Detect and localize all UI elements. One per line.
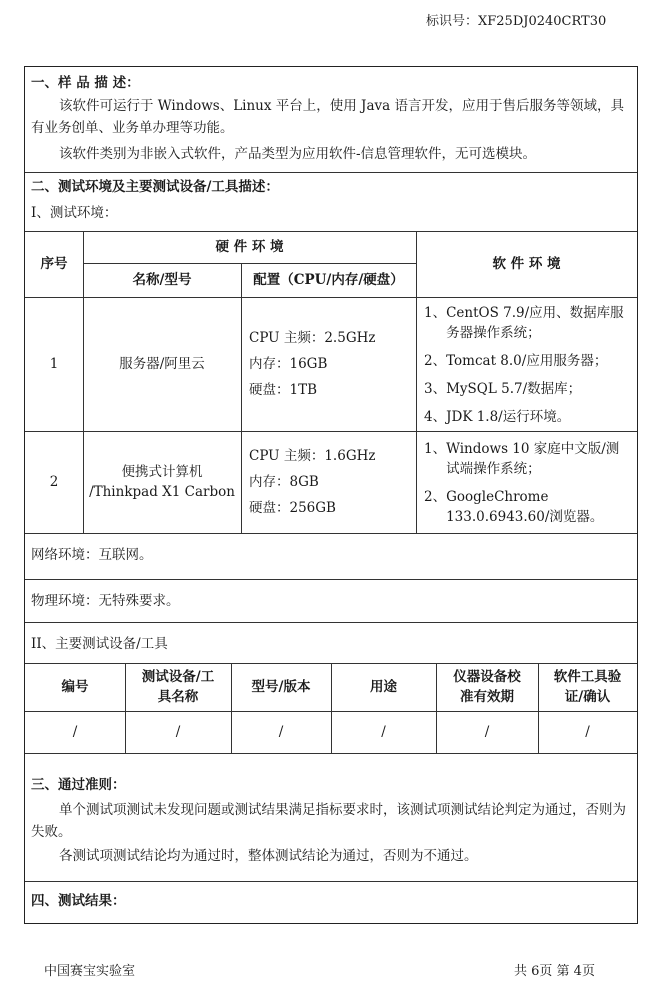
- table2-cell: /: [175, 724, 181, 740]
- col-model-header: 型号/版本: [251, 679, 311, 695]
- row2-config-memory: 内存：8GB: [249, 474, 319, 490]
- table2-cell: /: [278, 724, 284, 740]
- footer-lab-name: 中国赛宝实验室: [44, 964, 136, 979]
- row2-name: [83, 431, 241, 533]
- col-software-header: 软 件 环 境: [492, 256, 561, 272]
- row1-config-disk: 硬盘：1TB: [249, 382, 318, 398]
- row1-software-item: JDK 1.8/运行环境。: [446, 409, 571, 425]
- row2-name-line1: 便携式计算机: [121, 464, 203, 480]
- section-4-title: 四、测试结果：: [31, 893, 126, 909]
- row1-config-cpu: CPU 主频：2.5GHz: [249, 330, 376, 346]
- test-environment-label: I、测试环境：: [31, 205, 118, 221]
- col-name-header: 名称/型号: [132, 272, 192, 288]
- footer-page-number: 共 6页 第 4页: [514, 964, 595, 979]
- row1-software-item: Tomcat 8.0/应用服务器；: [446, 353, 608, 369]
- row2-software-item: Windows 10 家庭中文版/测试端操作系统；: [446, 441, 620, 477]
- table1-col-divider: [241, 263, 242, 533]
- col-seq-header: 序号: [40, 256, 68, 272]
- section-1-paragraph-2: 该软件类别为非嵌入式软件，产品类型为应用软件-信息管理软件，无可选模块。: [59, 146, 537, 162]
- divider: [25, 172, 637, 173]
- row2-config-cpu: CPU 主频：1.6GHz: [249, 448, 376, 464]
- table2-cell: /: [72, 724, 78, 740]
- row1-config: [249, 297, 414, 431]
- section-3-paragraph-2: 各测试项测试结论均为通过时，整体测试结论为通过，否则为不通过。: [59, 848, 478, 864]
- row2-software: 1、 Windows 10 家庭中文版/测试端操作系统； 2、 GoogleChrome 133.0.6943.60/浏览器。: [424, 439, 632, 527]
- row2-seq: 2: [49, 474, 59, 490]
- table2-bottom-border: [25, 753, 637, 754]
- section-3-paragraph-1: 单个测试项测试未发现问题或测试结果满足指标要求时，该测试项测试结论判定为通过，否则为失败。: [31, 802, 626, 840]
- table2-cell: /: [381, 724, 386, 740]
- section-1-paragraph-1: 该软件可运行于 Windows、Linux 平台上，使用 Java 语言开发，应用于售后服务等领域，具有业务创单、业务单办理等功能。: [31, 98, 624, 136]
- table2-cell: /: [484, 724, 490, 740]
- col-id-header: 编号: [61, 679, 89, 695]
- network-environment: 网络环境：互联网。: [31, 547, 153, 563]
- divider: [25, 622, 637, 623]
- divider: [25, 579, 637, 580]
- physical-environment: 物理环境：无特殊要求。: [31, 593, 180, 609]
- row2-software-item: GoogleChrome 133.0.6943.60/浏览器。: [446, 489, 604, 525]
- col-verification-header: 软件工具验证/确认: [553, 669, 622, 705]
- section-2-title: 二、测试环境及主要测试设备/工具描述：: [31, 179, 279, 195]
- section-3-title: 三、通过准则：: [31, 777, 126, 793]
- row1-config-memory: 内存：16GB: [249, 356, 328, 372]
- section-1-title: 一、样 品 描 述：: [31, 75, 140, 91]
- row1-software-item: CentOS 7.9/应用、数据库服务器操作系统；: [446, 305, 624, 341]
- row1-software: 1、 CentOS 7.9/应用、数据库服务器操作系统； 2、 Tomcat 8.0/应用服务器； 3、 MySQL 5.7/数据库； 4、 JDK 1.8/运行环境。: [424, 303, 632, 427]
- table1-bottom-border: [25, 533, 637, 534]
- row1-name: 服务器/阿里云: [119, 356, 205, 372]
- test-equipment-label: II、主要测试设备/工具: [31, 636, 168, 652]
- row1-software-item: MySQL 5.7/数据库；: [446, 381, 582, 397]
- divider: [25, 881, 637, 882]
- col-config-header: 配置（CPU/内存/硬盘）: [253, 272, 404, 288]
- col-calibration-header: 仪器设备校准有效期: [453, 669, 521, 705]
- row2-config-disk: 硬盘：256GB: [249, 500, 336, 516]
- report-frame: [24, 66, 638, 924]
- col-hardware-header: 硬 件 环 境: [215, 239, 284, 255]
- table2-cell: /: [585, 724, 590, 740]
- row2-name-line2: /Thinkpad X1 Carbon: [89, 484, 235, 500]
- col-purpose-header: 用途: [370, 679, 397, 695]
- row1-seq: 1: [49, 356, 59, 372]
- document-id: 标识号：XF25DJ0240CRT30: [426, 14, 607, 29]
- row2-config: [249, 431, 414, 533]
- col-device-name-header: 测试设备/工具名称: [141, 669, 215, 705]
